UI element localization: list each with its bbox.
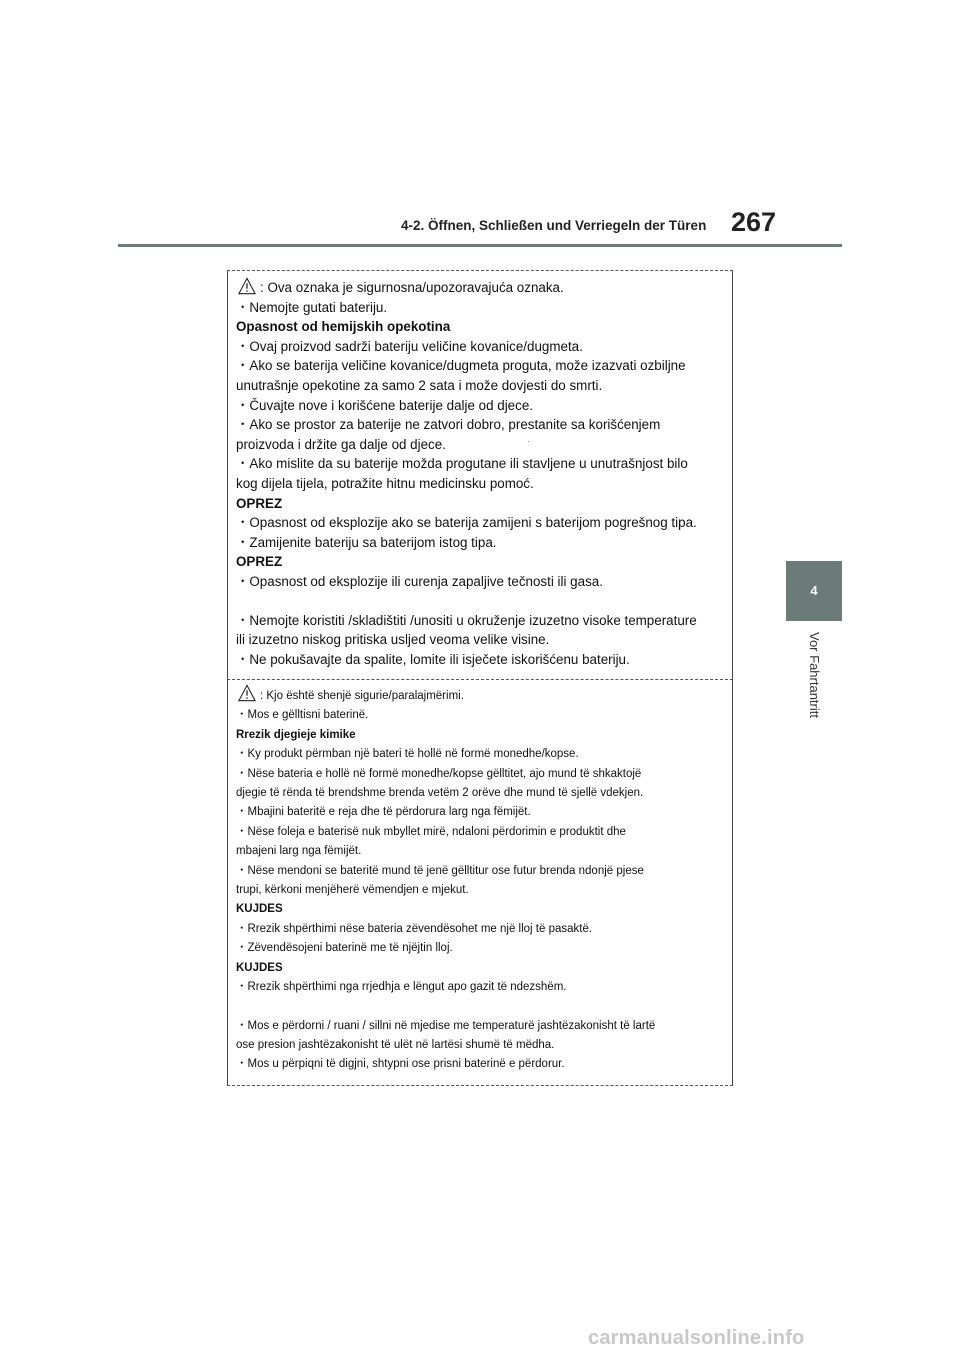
text-line	[236, 298, 726, 318]
line-text: : Kjo është shenjë sigurie/paralajmërimi.	[260, 690, 464, 702]
chapter-number: 4	[810, 583, 818, 598]
text-line	[236, 630, 726, 650]
line-text: proizvoda i držite ga dalje od djece.	[236, 436, 446, 452]
warning-triangle-icon	[238, 684, 256, 702]
line-text: ・Opasnost od eksplozije ili curenja zapaljive tečnosti ili gasa.	[236, 573, 603, 589]
text-line	[236, 1055, 726, 1074]
line-text: ・Opasnost od eksplozije ako se baterija zamijeni s baterijom pogrešnog tipa.	[236, 515, 697, 531]
line-text: ・Rrezik shpërthimi nga rrjedhja e lëngut apo gazit të ndezshëm.	[236, 981, 567, 994]
chapter-label-text: Vor Fahrtantritt	[807, 632, 822, 718]
line-text: ・Zamijenite bateriju sa baterijom istog tipa.	[236, 534, 497, 550]
line-text: unutrašnje opekotine za samo 2 sata i može dovjesti do smrti.	[236, 377, 603, 393]
text-line	[236, 650, 726, 670]
text-line	[236, 765, 726, 784]
line-text: ・Ky produkt përmban një bateri të hollë në formë monedhe/kopse.	[236, 748, 579, 761]
section-heading	[236, 317, 726, 337]
text-line	[236, 842, 726, 861]
line-text: ・Čuvajte nove i korišćene baterije dalje od djece.	[236, 397, 533, 413]
text-line	[236, 803, 726, 822]
line-text: ・Ako se baterija veličine kovanice/dugmeta proguta, može izazvati ozbiljne	[236, 358, 686, 374]
text-line	[236, 435, 726, 455]
line-text: trupi, kërkoni menjëherë vëmendjen e mjekut.	[236, 884, 469, 897]
line-text: KUJDES	[236, 961, 283, 974]
line-text: kog dijela tijela, potražite hitnu medicinsku pomoć.	[236, 475, 534, 491]
line-text: ・Mos e përdorni / ruani / sillni në mjedise me temperaturë jashtëzakonisht të lartë	[236, 1019, 656, 1032]
line-text: OPREZ	[236, 495, 283, 511]
warning-box-albanian	[227, 680, 733, 1086]
line-text: ili izuzetno niskog pritiska usljed veoma velike visine.	[236, 632, 550, 648]
section-heading	[236, 900, 726, 919]
section-heading	[236, 726, 726, 745]
text-line	[236, 356, 726, 376]
text-line	[236, 277, 726, 298]
header-rule	[118, 244, 842, 247]
warning-box-albanian-content	[236, 684, 726, 1075]
section-title: 4-2. Öffnen, Schließen und Verriegeln der Türen	[401, 218, 707, 233]
line-text: ・Mos e gëlltisni baterinë.	[236, 709, 369, 722]
warning-box-bosnian	[227, 270, 733, 680]
warning-triangle-icon	[238, 277, 256, 295]
line-text: ose presion jashtëzakonisht të ulët në lartësi shumë të mëdha.	[236, 1038, 555, 1051]
line-text: ・Nëse bateria e hollë në formë monedhe/kopse gëlltitet, ajo mund të shkaktojë	[236, 767, 642, 780]
line-text: ・Mbajini bateritë e reja dhe të përdorura larg nga fëmijët.	[236, 806, 531, 819]
text-line	[236, 415, 726, 435]
warning-box-bosnian-content	[236, 277, 726, 669]
text-line	[236, 337, 726, 357]
footer-watermark: carmanualsonline.info	[588, 1327, 805, 1349]
line-text: : Ova oznaka je sigurnosna/upozoravajuća oznaka.	[260, 280, 564, 295]
text-line	[236, 939, 726, 958]
line-text: ・Nëse foleja e baterisë nuk mbyllet mirë, ndaloni përdorimin e produktit dhe	[236, 825, 626, 838]
text-line	[236, 572, 726, 592]
page-number: 267	[731, 207, 777, 237]
blank-line	[236, 592, 726, 611]
text-line	[236, 684, 726, 706]
line-text: Rrezik djegieje kimike	[236, 728, 356, 741]
line-text: ・Ovaj proizvod sadrži bateriju veličine kovanice/dugmeta.	[236, 338, 583, 354]
blank-line	[236, 998, 726, 1017]
text-line	[236, 823, 726, 842]
text-line	[236, 396, 726, 416]
stray-dot	[528, 441, 529, 442]
text-line	[236, 1017, 726, 1036]
line-text: ・Zëvendësojeni baterinë me të njëjtin lloj.	[236, 942, 453, 955]
line-text: djegie të rënda të brendshme brenda vetëm 2 orëve dhe mund të sjellë vdekjen.	[236, 787, 644, 800]
text-line	[236, 862, 726, 881]
text-line	[236, 745, 726, 764]
line-text: ・Ne pokušavajte da spalite, lomite ili isječete iskorišćenu bateriju.	[236, 651, 630, 667]
text-line	[236, 533, 726, 553]
text-line	[236, 513, 726, 533]
text-line	[236, 978, 726, 997]
section-heading	[236, 959, 726, 978]
text-line	[236, 376, 726, 396]
text-line	[236, 881, 726, 900]
text-line	[236, 474, 726, 494]
line-text: ・Ako mislite da su baterije možda progutane ili stavljene u unutrašnjost bilo	[236, 456, 688, 472]
line-text: ・Ako se prostor za baterije ne zatvori dobro, prestanite sa korišćenjem	[236, 417, 661, 433]
section-heading	[236, 494, 726, 514]
line-text: ・Nëse mendoni se bateritë mund të jenë gëlltitur ose futur brenda ndonjë pjese	[236, 864, 644, 877]
line-text: ・Nemojte koristiti /skladištiti /unositi u okruženje izuzetno visoke temperature	[236, 612, 697, 628]
line-text: ・Rrezik shpërthimi nëse bateria zëvendësohet me një lloj të pasaktë.	[236, 922, 593, 935]
text-line	[236, 1036, 726, 1055]
text-line	[236, 454, 726, 474]
line-text: ・Mos u përpiqni të digjni, shtypni ose prisni baterinë e përdorur.	[236, 1058, 565, 1071]
line-text: OPREZ	[236, 554, 283, 570]
line-text: ・Nemojte gutati bateriju.	[236, 299, 388, 315]
line-text: mbajeni larg nga fëmijët.	[236, 845, 362, 858]
section-heading	[236, 552, 726, 572]
line-text: KUJDES	[236, 903, 283, 916]
line-text: Opasnost od hemijskih opekotina	[236, 319, 451, 335]
text-line	[236, 920, 726, 939]
chapter-label	[808, 632, 822, 752]
text-line	[236, 784, 726, 803]
chapter-tab	[786, 561, 842, 621]
text-line	[236, 611, 726, 631]
text-line	[236, 706, 726, 725]
